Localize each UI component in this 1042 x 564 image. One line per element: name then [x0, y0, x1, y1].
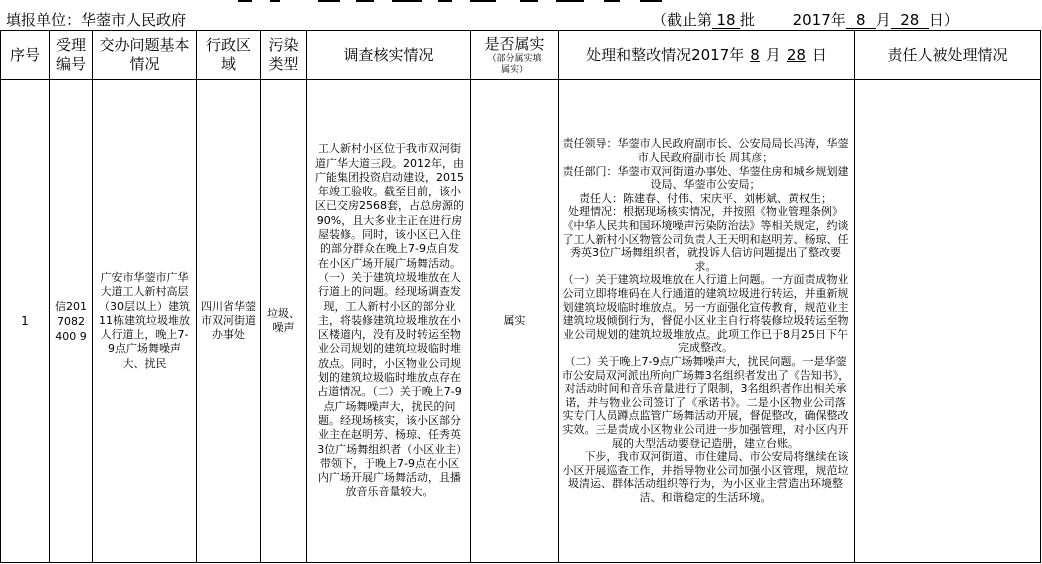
handling-process: 处理情况：根据现场核实情况，并按照《物业管理条例》《中华人民共和国环境噪声污染防治法》等相关规定，约谈了工人新村小区物管公司负责人王天明和赵明芳、杨琼、任秀英3位广场舞组织者，就投诉人信访问题提出了整改要求。: [562, 205, 849, 273]
report-year: 2017: [792, 11, 831, 29]
batch-number: 18: [712, 12, 740, 29]
report-day: 28: [891, 12, 929, 29]
handling-month: 8: [750, 45, 760, 64]
col-verified: [471, 31, 559, 80]
cell-handling: [559, 80, 855, 563]
cell-verified: 属实: [471, 80, 559, 563]
col-accept-no: 受理编号: [50, 31, 93, 80]
report-month: 8: [846, 12, 876, 29]
batch-suffix: 批: [740, 11, 756, 29]
cell-responsible: [855, 80, 1041, 563]
handling-departments: 责任部门：华蓥市双河街道办事处、华蓥住房和城乡规划建设局、华蓥市公安局；: [562, 164, 849, 192]
cell-region: 四川省华蓥市双河街道办事处: [197, 80, 261, 563]
cell-issue: 广安市华蓥市广华大道工人新村高层（30层以上）建筑11栋建筑垃圾堆放人行道上，晚上7-9点广场舞噪声大、扰民: [93, 80, 197, 563]
handling-noise: （二）关于晚上7-9点广场舞噪声大，扰民问题。一是华蓥市公安局双河派出所向广场舞3名组织者发出了《告知书》，对活动时间和音乐音量进行了限制，3名组织者作出相关承诺，并与物业公司签订了《承诺书》。二是小区物业公司落实专门人员蹲点监管广场舞活动开展，督促整改，确保整改实效。三是责成小区物业公司进一步加强管理，对小区内开展的大型活动要登记造册，建立台账。: [561, 354, 850, 450]
col-seq: 序号: [1, 31, 50, 80]
year-suffix: 年: [830, 11, 846, 29]
day-suffix: 日）: [928, 11, 959, 29]
col-region: 行政区域: [197, 31, 261, 80]
col-investigation: 调查核实情况: [307, 31, 471, 80]
table-row: [1, 80, 1041, 563]
month-suffix: 月: [875, 11, 891, 29]
cell-seq: 1: [1, 80, 50, 563]
reporting-unit: [6, 9, 186, 30]
handling-garbage: （一）关于建筑垃圾堆放在人行道上问题。一方面责成物业公司立即将堆码在人行通道的建筑垃圾进行转运，并重新规划建筑垃圾临时堆放点。另一方面强化宣传教育，规范业主建筑垃圾倾倒行为，督促小区业主自行将装修垃圾转运至物业公司规划的建筑垃圾堆放点。此项工作已于8月25日下午完成整改。: [562, 273, 849, 355]
handling-persons: 责任人：陈建春、付伟、宋庆平、刘彬斌、黄权生；: [579, 191, 832, 205]
col-verified-title: 是否属实: [484, 34, 545, 53]
cell-pollution: 垃圾、噪声: [261, 80, 307, 563]
header-row: [1, 31, 1041, 80]
report-header: [0, 6, 1042, 32]
col-pollution: 污染类型: [261, 31, 307, 80]
cell-accept-no: 信2017082400 9: [50, 80, 93, 563]
unit-label: 填报单位：: [6, 11, 82, 29]
col-responsible: 责任人被处理情况: [855, 31, 1041, 80]
supervision-table: [0, 30, 1041, 563]
col-verified-note: （部分属实填属实）: [487, 53, 542, 75]
col-issue: 交办问题基本情况: [93, 31, 197, 80]
handling-day: 28: [786, 45, 806, 64]
cell-investigation: 工人新村小区位于我市双河街道广华大道三段。2012年，由广能集团投资启动建设，2015年竣工验收。截至目前，该小区已交房2568套，占总房源的90%，且大多业主正在进行房屋装修。同时，该小区已入住的部分群众在晚上7-9点自发在小区广场开展广场舞活动。（一）关于建筑垃圾堆放在人行道上的问题。经现场调查发现，工人新村小区的部分业主，将装修建筑垃圾堆放在小区楼道内，没有及时转运至物业公司规划的建筑垃圾临时堆放点。同时，小区物业公司规划的建筑垃圾临时堆放点存在占道情况。（二）关于晚上7-9点广场舞噪声大，扰民的问题。经现场核实，该小区部分业主在赵明芳、杨琼、任秀英3位广场舞组织者（小区业主）带领下，于晚上7-9点在小区内广场开展广场舞活动，且播放音乐音量较大。: [307, 80, 471, 563]
col-handling: 处理和整改情况2017年 8 月 28 日: [559, 31, 855, 80]
report-date: [652, 9, 959, 30]
handling-leaders: 责任领导：华蓥市人民政府副市长、公安局局长冯涛，华蓥市人民政府副市长 周其彦；: [562, 137, 849, 165]
handling-next-steps: 下步，我市双河街道、市住建局、市公安局将继续在该小区开展巡查工作，并指导物业公司加强小区管理，规范垃圾清运、群体活动组织等行为，为小区业主营造出环境整洁、和谐稳定的生活环境。: [562, 450, 849, 504]
date-prefix: （截止第: [652, 11, 713, 29]
unit-name: 华蓥市人民政府: [81, 11, 187, 29]
